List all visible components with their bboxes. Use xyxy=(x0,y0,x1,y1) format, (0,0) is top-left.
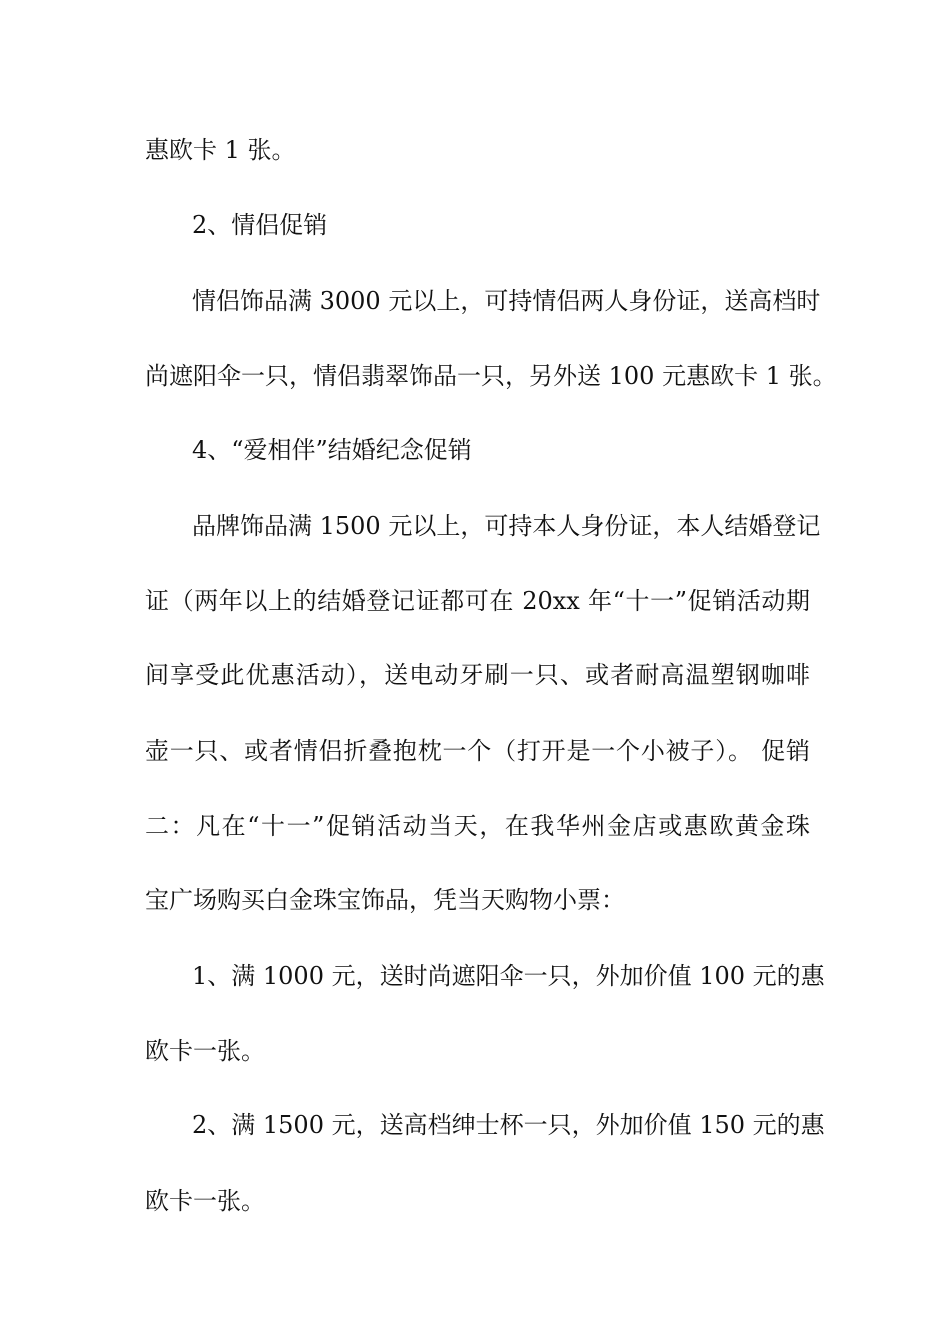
text-line: 欧卡一张。 xyxy=(145,1187,265,1215)
text-line: 品牌饰品满 1500 元以上，可持本人身份证，本人结婚登记 xyxy=(192,512,821,540)
text-line: 二：凡在“十一”促销活动当天，在我华州金店或惠欧黄金珠 xyxy=(145,812,810,840)
text-line: 尚遮阳伞一只，情侣翡翠饰品一只，另外送 100 元惠欧卡 1 张。 xyxy=(145,362,837,390)
text-line: 2、满 1500 元，送高档绅士杯一只，外加价值 150 元的惠 xyxy=(192,1111,825,1139)
text-line: 间享受此优惠活动），送电动牙刷一只、或者耐高温塑钢咖啡 xyxy=(145,661,810,689)
text-line: 证（两年以上的结婚登记证都可在 20xx 年“十一”促销活动期 xyxy=(145,587,810,615)
text-line: 宝广场购买白金珠宝饰品，凭当天购物小票： xyxy=(145,886,625,914)
text-line: 惠欧卡 1 张。 xyxy=(145,136,296,164)
text-line: 1、满 1000 元，送时尚遮阳伞一只，外加价值 100 元的惠 xyxy=(192,962,825,990)
section-heading: 2、情侣促销 xyxy=(192,211,328,239)
section-heading: 4、“爱相伴”结婚纪念促销 xyxy=(192,436,472,464)
text-line: 壶一只、或者情侣折叠抱枕一个（打开是一个小被子）。 促销 xyxy=(145,737,810,765)
text-line: 欧卡一张。 xyxy=(145,1037,265,1065)
text-line: 情侣饰品满 3000 元以上，可持情侣两人身份证，送高档时 xyxy=(192,287,821,315)
